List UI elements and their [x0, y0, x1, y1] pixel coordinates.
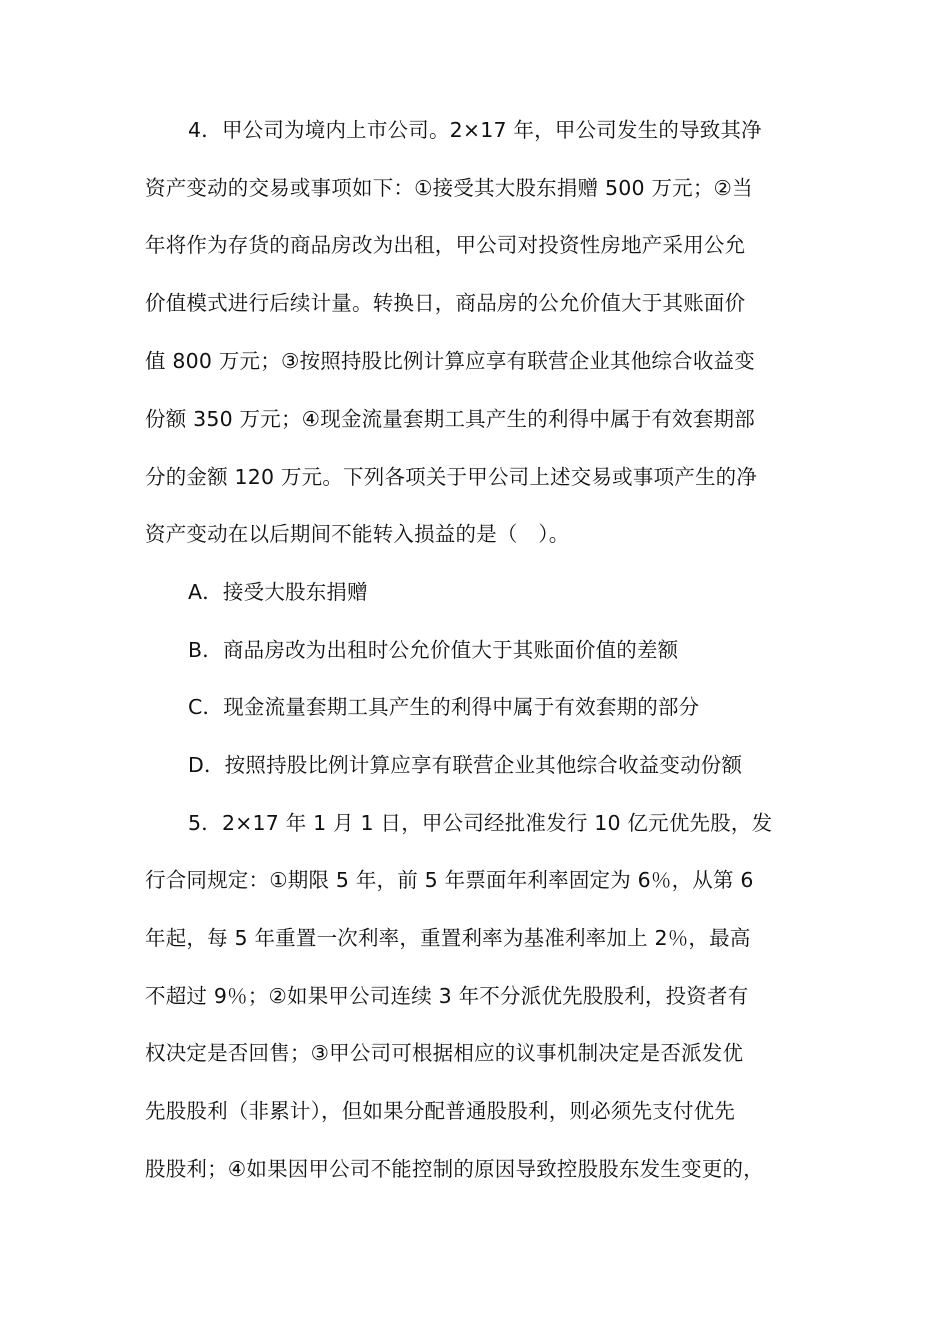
question-4-line-3: 年将作为存货的商品房改为出租，甲公司对投资性房地产采用公允 [145, 233, 746, 257]
option-b: B．商品房改为出租时公允价值大于其账面价值的差额 [188, 638, 679, 662]
question-4-line-1: 4．甲公司为境内上市公司。2×17 年，甲公司发生的导致其净 [188, 118, 762, 142]
option-a: A．接受大股东捐赠 [188, 580, 368, 604]
question-4-line-7: 分的金额 120 万元。下列各项关于甲公司上述交易或事项产生的净 [145, 465, 758, 489]
question-4-line-8: 资产变动在以后期间不能转入损益的是（ ）。 [145, 522, 570, 546]
question-5-line-1: 5．2×17 年 1 月 1 日，甲公司经批准发行 10 亿元优先股，发 [188, 811, 773, 835]
question-5-line-3: 年起，每 5 年重置一次利率，重置利率为基准利率加上 2％，最高 [145, 926, 751, 950]
question-5-line-2: 行合同规定：①期限 5 年，前 5 年票面年利率固定为 6％，从第 6 [145, 868, 754, 892]
question-5-line-4: 不超过 9％；②如果甲公司连续 3 年不分派优先股股利，投资者有 [145, 984, 749, 1008]
question-4-line-5: 值 800 万元；③按照持股比例计算应享有联营企业其他综合收益变 [145, 349, 755, 373]
question-4-line-4: 价值模式进行后续计量。转换日，商品房的公允价值大于其账面价 [145, 291, 746, 315]
question-5-line-6: 先股股利（非累计），但如果分配普通股股利，则必须先支付优先 [145, 1099, 736, 1123]
option-d: D．按照持股比例计算应享有联营企业其他综合收益变动份额 [188, 753, 743, 777]
question-4-line-6: 份额 350 万元；④现金流量套期工具产生的利得中属于有效套期部 [145, 407, 755, 431]
option-c: C．现金流量套期工具产生的利得中属于有效套期的部分 [188, 695, 700, 719]
question-5-line-5: 权决定是否回售；③甲公司可根据相应的议事机制决定是否派发优 [145, 1041, 744, 1065]
question-5-line-7: 股股利；④如果因甲公司不能控制的原因导致控股股东发生变更的， [145, 1157, 764, 1181]
question-4-line-2: 资产变动的交易或事项如下：①接受其大股东捐赠 500 万元；②当 [145, 176, 753, 200]
